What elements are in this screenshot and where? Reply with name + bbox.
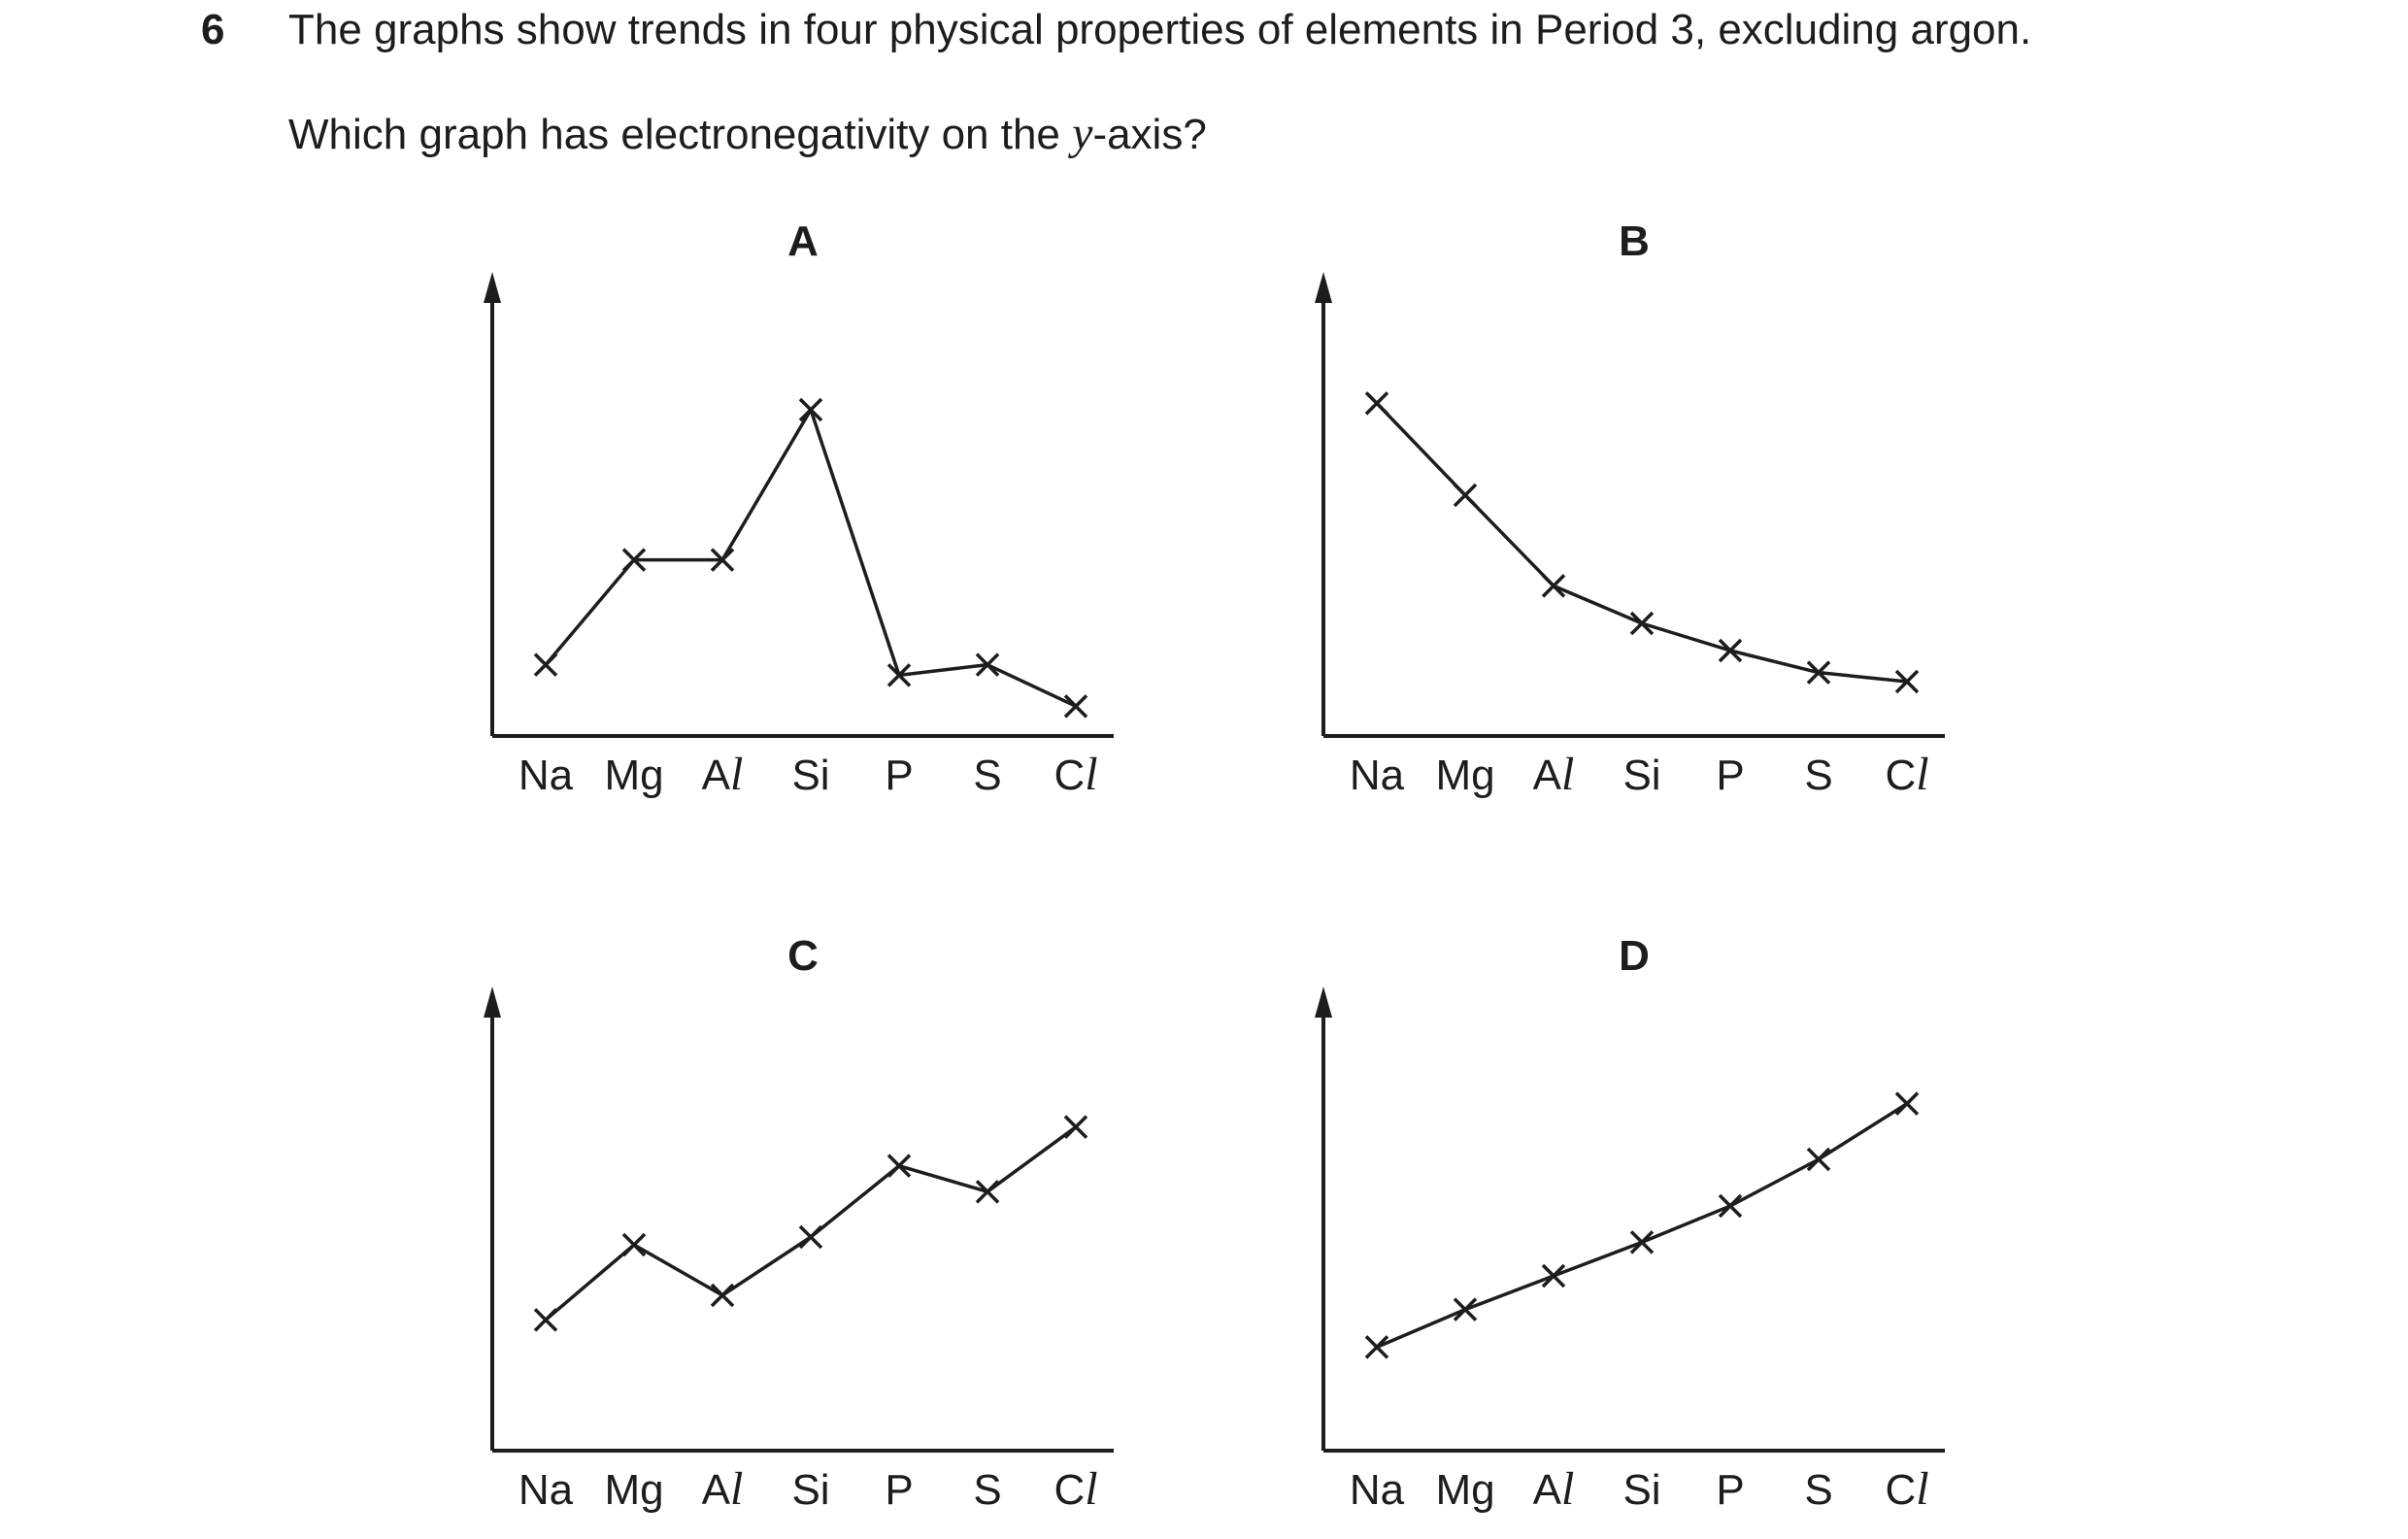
tick-label-s: S [973, 1466, 1002, 1514]
point-p [1720, 640, 1741, 661]
tick-label-mg: Mg [604, 752, 664, 799]
tick-label-si: Si [1622, 752, 1661, 799]
tick-label-cl: Cl [1885, 749, 1929, 800]
y-axis-arrowhead [1315, 987, 1332, 1018]
y-axis-arrowhead [484, 987, 501, 1018]
point-na [1366, 1336, 1388, 1357]
point-al [1543, 575, 1564, 596]
point-mg [1455, 1299, 1476, 1321]
point-na [1366, 392, 1388, 414]
point-al [712, 1285, 733, 1306]
point-cl [1896, 1093, 1918, 1115]
tick-label-na: Na [1349, 1466, 1405, 1514]
prompt-italic: y [1072, 108, 1093, 159]
series-line [1377, 1104, 1907, 1348]
point-cl [1065, 1117, 1087, 1138]
tick-label-si: Si [791, 752, 830, 799]
tick-label-cl: Cl [1054, 1463, 1098, 1515]
tick-label-p: P [1716, 1466, 1745, 1514]
tick-label-al: Al [1532, 749, 1575, 800]
point-p [888, 1155, 910, 1177]
tick-label-al: Al [1532, 1463, 1575, 1515]
graph-c-label: C [787, 932, 819, 980]
tick-label-mg: Mg [1435, 752, 1495, 799]
prompt-start: Which graph has electronegativity on the [288, 111, 1073, 158]
tick-label-al: Al [701, 749, 744, 800]
graph-a-label: A [787, 217, 819, 265]
graph-c [484, 932, 1114, 1515]
tick-label-si: Si [1622, 1466, 1661, 1514]
tick-label-mg: Mg [604, 1466, 664, 1514]
tick-label-al: Al [701, 1463, 744, 1515]
tick-label-si: Si [791, 1466, 830, 1514]
y-axis-arrowhead [484, 272, 501, 303]
tick-label-cl: Cl [1885, 1463, 1929, 1515]
tick-label-s: S [1804, 752, 1833, 799]
series-line [546, 410, 1076, 706]
tick-label-na: Na [1349, 752, 1405, 799]
tick-label-p: P [885, 1466, 914, 1514]
point-s [977, 1181, 998, 1202]
tick-label-mg: Mg [1435, 1466, 1495, 1514]
question-number: 6 [201, 6, 225, 53]
tick-label-s: S [973, 752, 1002, 799]
graph-b [1315, 217, 1945, 800]
tick-label-na: Na [518, 752, 574, 799]
series-line [1377, 403, 1907, 682]
point-si [800, 399, 821, 420]
tick-label-cl: Cl [1054, 749, 1098, 800]
point-na [535, 654, 556, 676]
point-cl [1065, 695, 1087, 717]
graph-d [1315, 932, 1945, 1515]
point-mg [623, 1234, 645, 1255]
point-al [1543, 1265, 1564, 1287]
series-line [546, 1127, 1076, 1321]
point-mg [1455, 485, 1476, 506]
question-text: The graphs show trends in four physical properties of elements in Period 3, excluding argon. [288, 6, 2032, 53]
tick-label-s: S [1804, 1466, 1833, 1514]
graph-a [484, 217, 1114, 800]
tick-label-p: P [1716, 752, 1745, 799]
point-si [1631, 1231, 1653, 1253]
point-si [800, 1226, 821, 1248]
point-p [1720, 1195, 1741, 1217]
point-si [1631, 613, 1653, 634]
tick-label-p: P [885, 752, 914, 799]
prompt-end: -axis? [1092, 111, 1207, 158]
graph-b-label: B [1619, 217, 1650, 265]
point-s [1808, 1149, 1829, 1170]
y-axis-arrowhead [1315, 272, 1332, 303]
graph-d-label: D [1619, 932, 1650, 980]
point-na [535, 1309, 556, 1330]
tick-label-na: Na [518, 1466, 574, 1514]
